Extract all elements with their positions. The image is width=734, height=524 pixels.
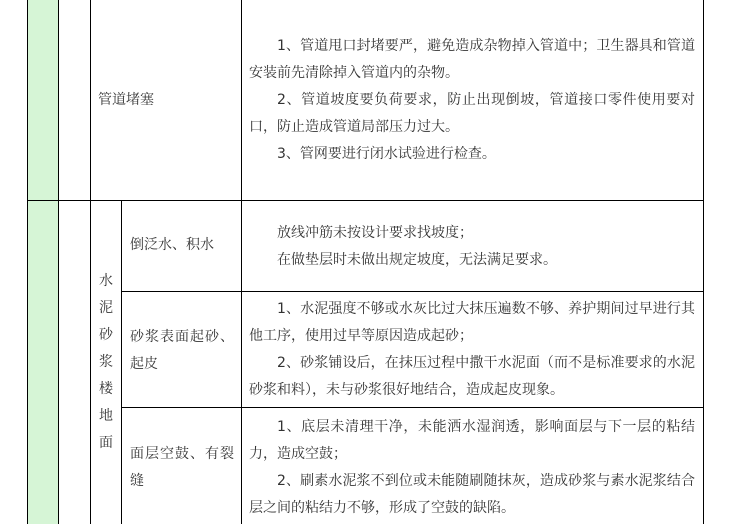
category-char: 地 bbox=[99, 408, 113, 424]
category-char: 水 bbox=[99, 273, 113, 289]
grid-line bbox=[121, 200, 122, 524]
green-column bbox=[27, 0, 58, 524]
grid-line bbox=[121, 407, 704, 408]
category-char: 浆 bbox=[99, 354, 113, 370]
grid-line bbox=[90, 0, 91, 524]
paragraph: 2、管道坡度要负荷要求，防止出现倒坡，管道接口零件使用要对口，防止造成管道局部压力过大。 bbox=[249, 92, 695, 135]
category-char: 泥 bbox=[99, 300, 113, 316]
grid-line bbox=[27, 200, 704, 201]
grid-line bbox=[27, 0, 28, 524]
paragraph: 1、底层未清理干净，未能洒水湿润透，影响面层与下一层的粘结力，造成空鼓； bbox=[249, 419, 695, 462]
paragraph: 1、管道甩口封堵要严，避免造成杂物掉入管道中；卫生器具和管道安装前先清除掉入管道内的杂物。 bbox=[249, 38, 695, 81]
paragraph: 2、砂浆铺设后，在抹压过程中撒干水泥面（而不是标准要求的水泥砂浆和料），未与砂浆很好地结合，造成起皮现象。 bbox=[249, 355, 695, 398]
category-char: 砂 bbox=[99, 327, 113, 343]
paragraph: 3、管网要进行闭水试验进行检查。 bbox=[277, 146, 496, 162]
grid-line bbox=[58, 0, 59, 524]
category-char: 楼 bbox=[99, 381, 113, 397]
paragraph: 2、刷素水泥浆不到位或未能随刷随抹灰，造成砂浆与素水泥浆结合层之间的粘结力不够，形成了空鼓的缺陷。 bbox=[249, 473, 695, 516]
item-content bbox=[249, 414, 695, 522]
item-content bbox=[249, 220, 695, 274]
category-label-cement-mortar-floor bbox=[96, 268, 116, 457]
row-label-pipe-blockage: 管道堵塞 bbox=[98, 92, 154, 108]
paragraph: 1、水泥强度不够或水灰比过大抹压遍数不够、养护期间过早进行其他工序，使用过早等原因造成起砂； bbox=[249, 301, 695, 344]
item-label: 倒泛水、积水 bbox=[130, 237, 214, 253]
grid-line bbox=[241, 0, 242, 524]
grid-line bbox=[121, 291, 704, 292]
paragraph: 放线冲筋未按设计要求找坡度； bbox=[277, 225, 473, 241]
item-label: 砂浆表面起砂、起皮 bbox=[130, 329, 234, 372]
item-label: 面层空鼓、有裂缝 bbox=[130, 446, 234, 489]
pipe-blockage-content bbox=[249, 33, 695, 168]
paragraph: 在做垫层时未做出规定坡度，无法满足要求。 bbox=[277, 252, 557, 268]
grid-line bbox=[703, 0, 704, 524]
item-content bbox=[249, 296, 695, 404]
category-char: 面 bbox=[99, 435, 113, 451]
